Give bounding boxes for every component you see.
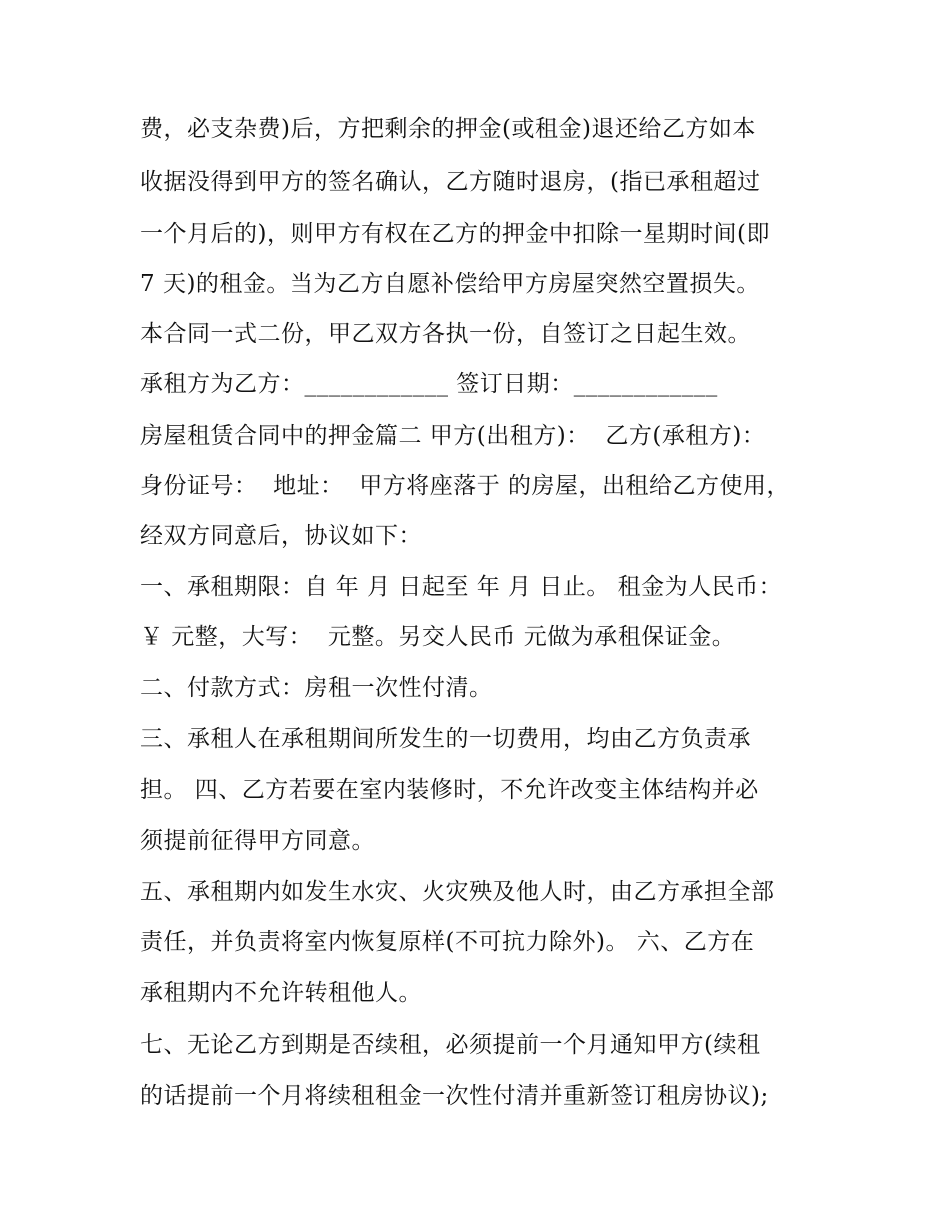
text-line: 收据没得到甲方的签名确认，乙方随时退房，(指已承租超过	[140, 169, 761, 195]
signature-date-line: 承租方为乙方：____________ 签订日期：____________	[140, 371, 718, 397]
text-line: 经双方同意后，协议如下：	[140, 523, 422, 549]
clause-line: 一、承租期限：自 年 月 日起至 年 月 日止。 租金为人民币：	[140, 574, 783, 600]
clause-line: 五、承租期内如发生水灾、火灾殃及他人时，由乙方承担全部	[140, 879, 775, 905]
text-line: 承租期内不允许转租他人。	[140, 980, 422, 1006]
clause-line: 七、无论乙方到期是否续租，必须提前一个月通知甲方(续租	[140, 1032, 761, 1058]
clause-line: 三、承租人在承租期间所发生的一切费用，均由乙方负责承	[140, 726, 751, 752]
text-line: 的话提前一个月将续租租金一次性付清并重新签订租房协议);	[140, 1083, 769, 1109]
text-line: 房屋租赁合同中的押金篇二 甲方(出租方)： 乙方(承租方)：	[140, 423, 766, 449]
text-line: ￥ 元整，大写： 元整。另交人民币 元做为承租保证金。	[140, 624, 736, 650]
text-line: 担。 四、乙方若要在室内装修时，不允许改变主体结构并必	[140, 777, 759, 803]
text-line: 费，必支杂费)后，方把剩余的押金(或租金)退还给乙方如本	[140, 116, 756, 142]
text-line: 一个月后的)，则甲方有权在乙方的押金中扣除一星期时间(即	[140, 221, 770, 247]
text-line: 7 天)的租金。当为乙方自愿补偿给甲方房屋突然空置损失。	[140, 271, 760, 297]
text-line: 身份证号： 地址： 甲方将座落于 的房屋，出租给乙方使用，	[140, 473, 791, 499]
text-line: 本合同一式二份，甲乙双方各执一份，自签订之日起生效。	[140, 321, 751, 347]
text-line: 须提前征得甲方同意。	[140, 828, 375, 854]
clause-line: 二、付款方式：房租一次性付清。	[140, 675, 493, 701]
text-line: 责任，并负责将室内恢复原样(不可抗力除外)。 六、乙方在	[140, 929, 755, 955]
